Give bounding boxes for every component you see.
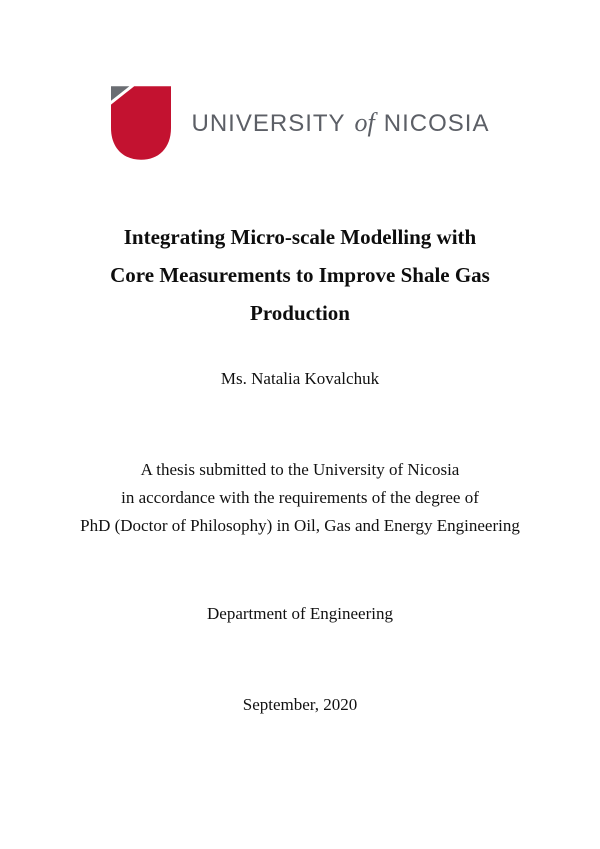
department-name: Department of Engineering bbox=[207, 604, 393, 623]
university-u-logo-icon bbox=[111, 86, 171, 160]
author-name: Ms. Natalia Kovalchuk bbox=[220, 369, 380, 388]
submission-date: September, 2020 bbox=[242, 695, 358, 714]
submission-line-2: in accordance with the requirements of the degree of bbox=[121, 488, 479, 507]
thesis-title-line-1: Integrating Micro-scale Modelling with bbox=[123, 225, 477, 249]
submission-statement bbox=[0, 456, 600, 540]
wordmark-of: of bbox=[354, 108, 375, 137]
submission-line-1: A thesis submitted to the University of Nicosia bbox=[140, 460, 460, 479]
logo-red-u-shape bbox=[111, 86, 171, 160]
wordmark-university: UNIVERSITY bbox=[191, 110, 346, 137]
university-logo bbox=[0, 86, 600, 160]
thesis-title-line-2: Core Measurements to Improve Shale Gas bbox=[110, 263, 490, 287]
thesis-title bbox=[0, 218, 600, 332]
university-wordmark bbox=[192, 108, 490, 138]
submission-line-3: PhD (Doctor of Philosophy) in Oil, Gas and Energy Engineering bbox=[80, 516, 520, 535]
thesis-title-line-3: Production bbox=[250, 301, 350, 325]
wordmark-nicosia: NICOSIA bbox=[383, 110, 490, 137]
